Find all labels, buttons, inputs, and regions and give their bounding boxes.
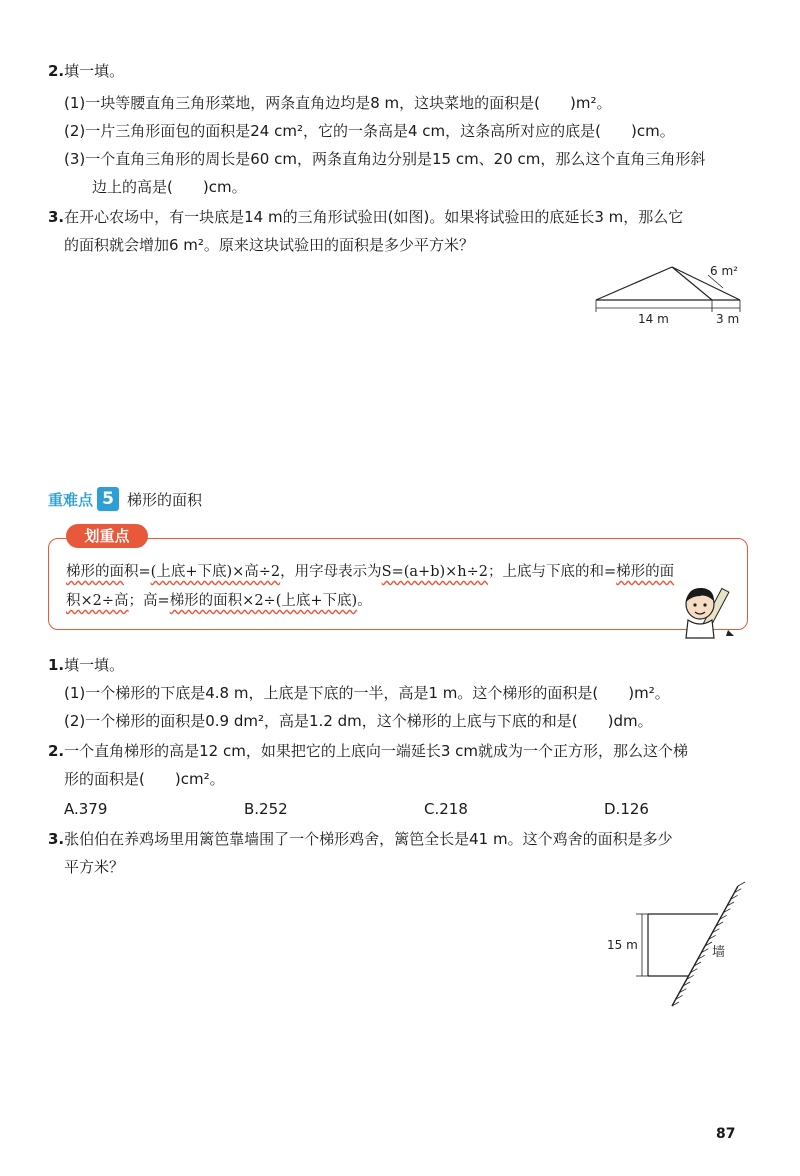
p2-q2-number: 2. [48,742,65,760]
keypoint-box [48,538,748,630]
p2-q1-item-1: (1)一个梯形的下底是4.8 m，上底是下底的一半，高是1 m。这个梯形的面积是( )m²。 [64,684,670,702]
q2-item-3: (3)一个直角三角形的周长是60 cm，两条直角边分别是15 cm、20 cm，那么这个直角三角形斜 [64,150,706,168]
keypoint-line-2: 积×2÷高；高=梯形的面积×2÷(上底+下底)。 [66,593,372,609]
height-label: 15 m [607,938,638,952]
base-label: 14 m [638,312,669,326]
page-number: 87 [716,1126,736,1142]
p2-q2-text-1: 一个直角梯形的高是12 cm，如果把它的上底向一端延长3 cm就成为一个正方形，那么这个梯 [64,742,689,760]
wall-line [672,886,738,1006]
q2-item-3-cont: 边上的高是( )cm。 [92,178,247,196]
area-label: 6 m² [710,264,738,278]
p2-q1-heading [48,654,124,676]
q3-number: 3. [48,208,65,226]
triangle-left-side [596,267,672,300]
p2-q1-title: 填一填。 [64,656,125,674]
p2-q2-option-a[interactable]: A.379 [64,800,108,818]
section-tag: 重难点 [48,490,94,509]
wall-label: 墙 [712,945,726,960]
section-number-badge: 5 [97,487,119,511]
p2-q2-line-2: 形的面积是( )cm²。 [64,770,225,788]
p2-q3-text-1: 张伯伯在养鸡场里用篱笆靠墙围了一个梯形鸡舍，篱笆全长是41 m。这个鸡舍的面积是多少 [64,830,673,848]
q2-heading [48,60,124,82]
q3-line-2: 的面积就会增加6 m²。原来这块试验田的面积是多少平方米？ [64,236,474,254]
p2-q1-item-2: (2)一个梯形的面积是0.9 dm²，高是1.2 dm，这个梯形的上底与下底的和是( )dm。 [64,712,653,730]
p2-q3-number: 3. [48,830,65,848]
section-title: 梯形的面积 [127,490,203,509]
p2-q1-number: 1. [48,656,65,674]
q2-number: 2. [48,62,65,80]
p2-q2-line-1 [48,740,688,762]
keypoint-tag: 划重点 [66,524,148,548]
extension-label: 3 m [716,312,740,326]
p2-q2-option-b[interactable]: B.252 [244,800,288,818]
keypoint-line-1: 梯形的面积=(上底+下底)×高÷2，用字母表示为S=(a+b)×h÷2；上底与下底的和=梯形的面 [66,564,675,580]
q2-item-1: (1)一块等腰直角三角形菜地，两条直角边均是8 m，这块菜地的面积是( )m²。 [64,94,612,112]
p2-q2-option-c[interactable]: C.218 [424,800,468,818]
q3-text-1: 在开心农场中，有一块底是14 m的三角形试验田(如图)。如果将试验田的底延长3 m，那么它 [64,208,684,226]
triangle-field-figure [590,260,750,332]
p2-q3-line-2: 平方米？ [64,858,125,876]
q2-item-2: (2)一片三角形面包的面积是24 cm²，它的一条高是4 cm，这条高所对应的底是( )cm。 [64,122,675,140]
p2-q2-option-d[interactable]: D.126 [604,800,649,818]
q3-line-1 [48,206,683,228]
cartoon-boy-pencil-icon [676,584,740,642]
p2-q3-line-1 [48,828,673,850]
q2-title: 填一填。 [64,62,125,80]
wall-hatch-mark [738,882,745,886]
trapezoid-coop-figure [604,880,754,1014]
section-heading [48,484,202,514]
